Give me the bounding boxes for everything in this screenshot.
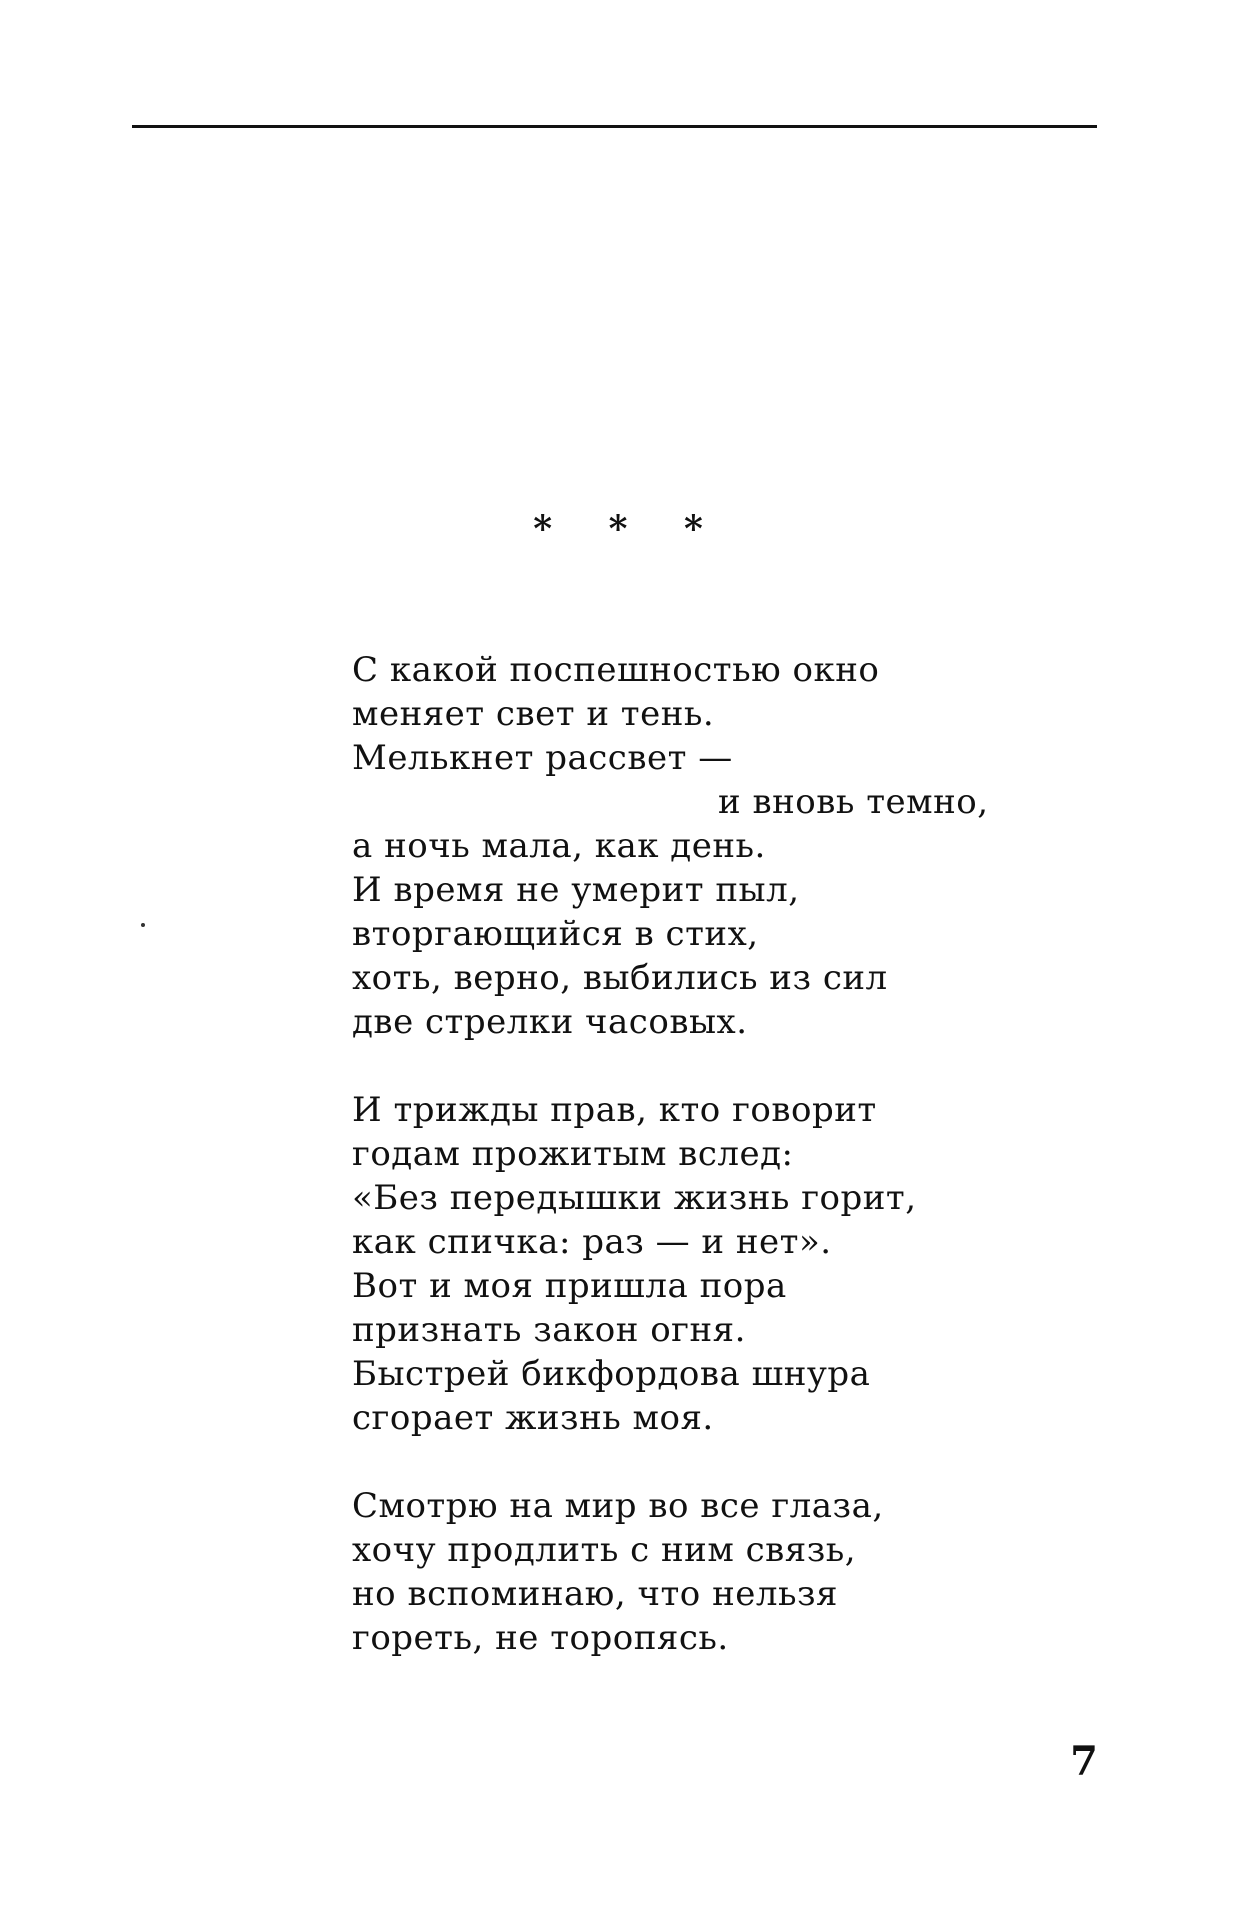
poem-line: как спичка: раз — и нет». <box>352 1222 832 1262</box>
poem-line: Смотрю на мир во все глаза, <box>352 1486 884 1526</box>
poem-line: «Без передышки жизнь горит, <box>352 1178 917 1218</box>
poem-line-indented: и вновь темно, <box>718 782 989 822</box>
poem-line: И трижды прав, кто говорит <box>352 1090 877 1130</box>
poem-line: хоть, верно, выбились из сил <box>352 958 888 998</box>
stanza-break <box>352 1440 992 1484</box>
poem-line: Мелькнет рассвет — <box>352 738 733 778</box>
poem <box>352 648 992 1660</box>
poem-line: И время не умерит пыл, <box>352 870 800 910</box>
poem-line: признать закон огня. <box>352 1310 746 1350</box>
poem-line: годам прожитым вслед: <box>352 1134 794 1174</box>
poem-line: но вспоминаю, что нельзя <box>352 1574 838 1614</box>
section-ornament: * * * <box>533 508 725 550</box>
poem-line: Быстрей бикфордова шнура <box>352 1354 871 1394</box>
poem-line: хочу продлить с ним связь, <box>352 1530 857 1570</box>
poem-line: меняет свет и тень. <box>352 694 715 734</box>
header-rule <box>132 125 1097 128</box>
stanza-break <box>352 1044 992 1088</box>
poem-line: сгорает жизнь моя. <box>352 1398 714 1438</box>
poem-line: С какой поспешностью окно <box>352 650 880 690</box>
poem-line: вторгающийся в стих, <box>352 914 759 954</box>
poem-line: а ночь мала, как день. <box>352 826 766 866</box>
page-number: 7 <box>1070 1738 1098 1785</box>
scan-speck <box>141 923 145 927</box>
poem-line: Вот и моя пришла пора <box>352 1266 787 1306</box>
poem-line: гореть, не торопясь. <box>352 1618 729 1658</box>
poem-line: две стрелки часовых. <box>352 1002 748 1042</box>
